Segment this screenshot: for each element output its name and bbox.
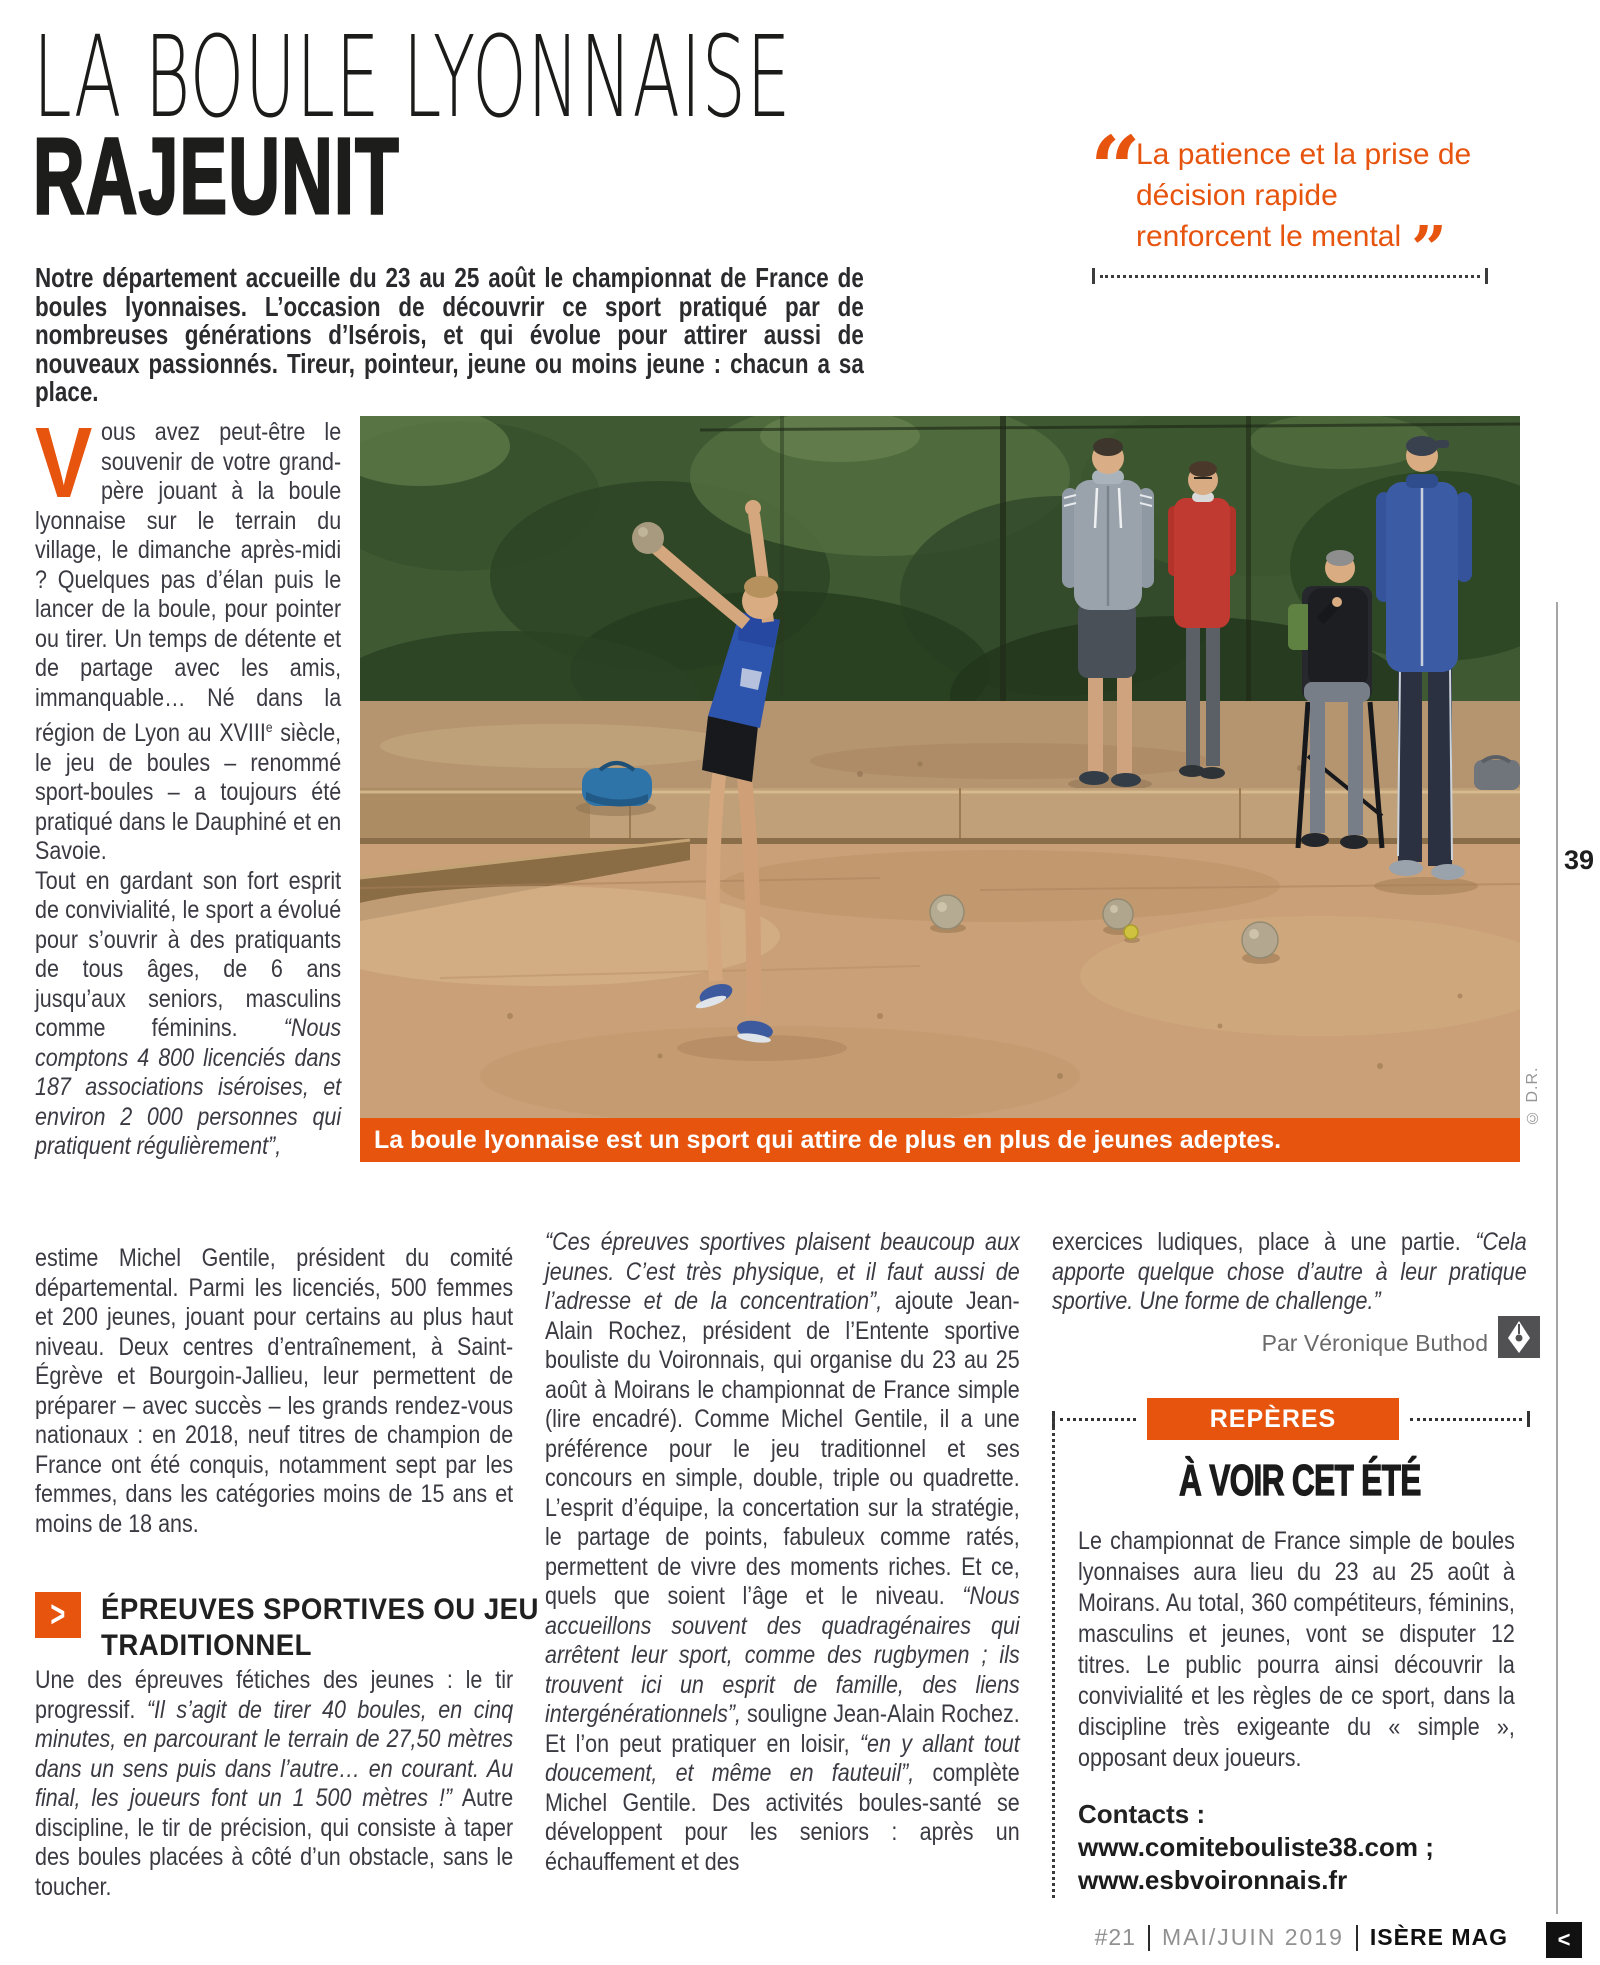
rule-tick [1527, 1411, 1530, 1427]
quote-text: “Ces épreuves sportives plaisent beaucoup aux jeunes. C’est très physique, et il faut aussi de l’adresse et de la concentration”, [545, 1228, 1020, 1315]
quote-text: “Nous comptons 4 800 licenciés dans 187 associations iséroises, et environ 2 000 personnes qui pratiquent régulièrement”, [35, 1014, 342, 1160]
issue-number: #21 [1094, 1924, 1136, 1950]
paragraph [35, 867, 341, 1162]
drop-cap: V [35, 407, 93, 519]
rule-tick [1485, 268, 1488, 284]
quote-text: “en y allant tout doucement, et même en fauteuil”, [545, 1729, 1020, 1787]
body-text: souligne Jean-Alain Rochez. Et l’on peut pratiquer en loisir, [545, 1700, 1020, 1758]
body-text: Une des épreuves fétiches des jeunes : le tir progressif. [35, 1666, 514, 1724]
body-text: ous avez peut-être le souvenir de votre grand-père jouant à la boule lyonnaise sur le terrain du village, le dimanche après-midi ? Quelques pas d’élan puis le lancer de la boule, pour pointer ou tirer. Un temps de détente et de partage avec les amis, immanquable… Né dans la région de Lyon au XVIII [35, 418, 342, 747]
footer-divider [1148, 1925, 1150, 1951]
pull-quote-body: La patience et la prise de décision rapide renforcent le mental [1136, 138, 1472, 253]
article-photo [360, 416, 1520, 1118]
article-title-line1: LA BOULE LYONNAISE [33, 13, 791, 143]
previous-page-button[interactable]: < [1546, 1922, 1582, 1958]
superscript: e [265, 719, 273, 735]
pull-quote [1090, 116, 1500, 285]
contacts-label: Contacts : [1078, 1799, 1206, 1829]
quote-text: “Nous accueillons souvent des quadragénaires qui arrêtent leur sport, comme des rugbymen ; ils trouvent ici un esprit de famille, des liens intergénérationnels”, [545, 1582, 1020, 1728]
sidebar-title: À VOIR CET ÉTÉ [1179, 1456, 1421, 1505]
pen-nib-icon [1498, 1316, 1540, 1358]
sidebar-contacts [1078, 1798, 1434, 1897]
contact-link-2[interactable]: www.esbvoironnais.fr [1078, 1865, 1348, 1895]
article-column-1c [35, 1666, 513, 1902]
body-text: Tout en gardant son fort esprit de convivialité, le sport a évolué pour s’ouvrir à des pratiquants de tous âges, de 6 ans jusqu’aux seniors, masculins comme féminins. [35, 866, 342, 1042]
section-header [35, 1592, 577, 1664]
body-text: estime Michel Gentile, président du comité départemental. Parmi les licenciés, 500 femmes et 200 jeunes, jouant pour certains au plus haut niveau. Deux centres d’entraînement, à Saint-Égrève et Bourgoin-Jallieu, leur permettent de préparer – avec succès – les grands rendez-vous nationaux : en 2018, neuf titres de champion de France ont été conquis, notamment sept par les femmes, dans les catégories moins de 15 ans et moins de 18 ans. [35, 1244, 514, 1538]
article-title-line2: RAJEUNIT [33, 115, 401, 236]
issue-date: MAI/JUIN 2019 [1161, 1924, 1344, 1950]
section-title-line: TRADITIONNEL [101, 1629, 312, 1662]
body-text: complète Michel Gentile. Des activités boules-santé se développent pour les seniors : après un échauffement et des [545, 1759, 1020, 1876]
sidebar-dotted-border [1052, 1416, 1055, 1898]
photo-credit: © D.R. [1524, 1066, 1541, 1126]
back-path [360, 701, 1520, 796]
reperes-label: REPÈRES [1147, 1398, 1399, 1440]
footer-divider [1356, 1925, 1358, 1951]
close-quote-icon: ” [1411, 212, 1447, 285]
section-title-line: ÉPREUVES SPORTIVES OU JEU [101, 1593, 539, 1626]
boules-court-scene [360, 416, 1520, 1118]
rule-dots [1060, 1418, 1136, 1421]
sidebar-reperes-header [1052, 1398, 1530, 1440]
page-footer [900, 1924, 1508, 1951]
contact-link-1[interactable]: www.comitebouliste38.com ; [1078, 1832, 1434, 1862]
paragraph [35, 407, 342, 867]
court-ground [360, 840, 1520, 1118]
body-text: Autre discipline, le tir de précision, qui consiste à taper des boules placées à côté d’un obstacle, sans le toucher. [35, 1784, 514, 1901]
quote-text: “Cela apporte quelque chose d’autre à leur pratique sportive. Une forme de challenge.” [1052, 1228, 1527, 1315]
sidebar-body: Le championnat de France simple de boules lyonnaises aura lieu du 23 au 25 août à Moirans. Au total, 360 compétiteurs, féminins, masculins et jeunes, vont se disputer 12 titres. Le public pourra ainsi découvrir la convivialité et les règles de ce sport, dans la discipline très exigeante du « simple », opposant deux joueurs. [1078, 1527, 1515, 1772]
section-title [101, 1592, 539, 1664]
body-text: exercices ludiques, place à une partie. [1052, 1228, 1476, 1256]
section-marker-icon: > [35, 1592, 81, 1638]
article-column-3 [1052, 1228, 1527, 1317]
magazine-name: ISÈRE MAG [1369, 1924, 1508, 1950]
page-number: 39 [1564, 845, 1595, 875]
pull-quote-text [1136, 134, 1476, 285]
rule-dots [1100, 275, 1480, 278]
article-intro: Notre département accueille du 23 au 25 août le championnat de France de boules lyonnaises. L’occasion de découvrir ce sport pratiqué par de nombreuses générations d’Isérois, et qui évolue pour attirer aussi de nouveaux passionnés. Tireur, pointeur, jeune ou moins jeune : chacun a sa place. [35, 262, 864, 407]
open-quote-icon: “ [1090, 116, 1141, 220]
photo-caption: La boule lyonnaise est un sport qui attire de plus en plus de jeunes adeptes. [360, 1118, 1520, 1162]
rule-tick [1092, 268, 1095, 284]
pull-quote-rule [1092, 268, 1488, 284]
body-text: siècle, le jeu de boules – renommé sport-boules – a toujours été pratiqué dans le Dauphiné et en Savoie. [35, 719, 342, 865]
gear-bag [1474, 757, 1520, 790]
article-column-1a [35, 407, 342, 1162]
quote-text: “Il s’agit de tirer 40 boules, en cinq minutes, en parcourant le terrain de 27,50 mètres dans un sens puis dans l’autre… en courant. Au final, les joueurs font un 1 500 mètres !” [35, 1695, 514, 1812]
byline: Par Véronique Buthod [1261, 1330, 1488, 1356]
article-column-1b [35, 1244, 513, 1539]
article-column-2 [545, 1228, 1020, 1877]
body-text: ajoute Jean-Alain Rochez, président de l’Entente sportive bouliste du Voironnais, qui organise du 23 au 25 août à Moirans le championnat de France simple (lire encadré). Comme Michel Gentile, il a une préférence pour le jeu traditionnel et ses concours en simple, double, triple ou quadrette. L’esprit d’équipe, la concertation sur la stratégie, le partage de points, fabuleux comme ratés, permettent de vivre des moments riches. Et ce, quels que soient l’âge et le niveau. [545, 1287, 1020, 1610]
page-edge-rule [1556, 602, 1558, 1914]
rule-dots [1410, 1418, 1522, 1421]
